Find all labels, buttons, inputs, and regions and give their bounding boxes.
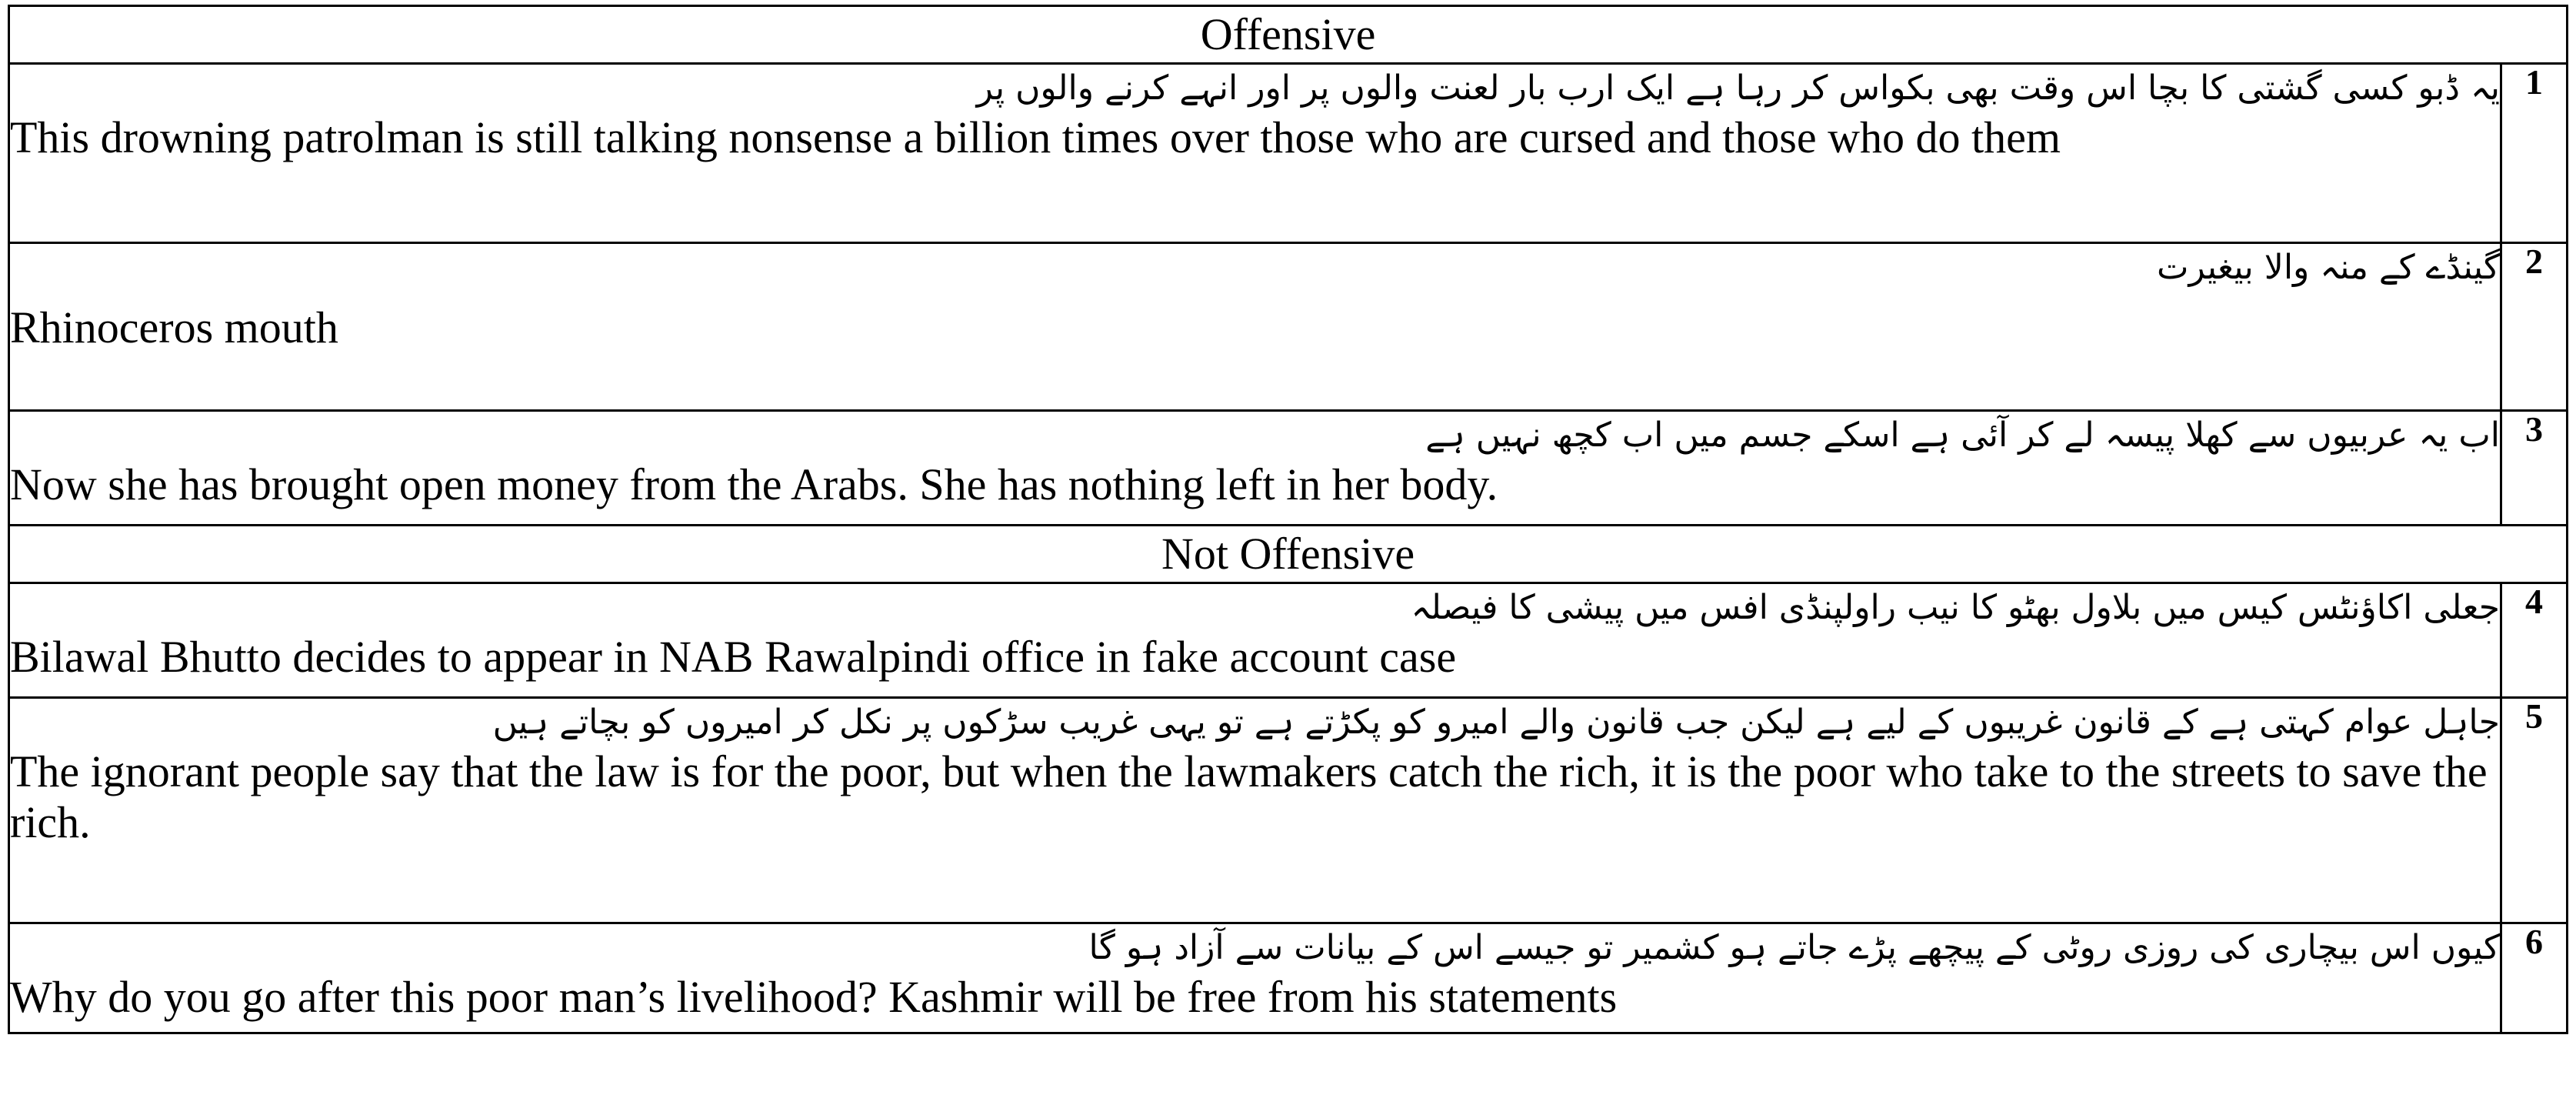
row-number: 6 bbox=[2501, 923, 2568, 1033]
section-header-row bbox=[9, 526, 2568, 583]
english-translation: Why do you go after this poor man’s livelihood? Kashmir will be free from his statements bbox=[10, 972, 1618, 1022]
urdu-text: جعلی اکاؤنٹس کیس میں بلاول بھٹو کا نیب راولپنڈی افس میں پیشی کا فیصلہ bbox=[1411, 588, 2500, 627]
text-cell bbox=[9, 64, 2501, 243]
english-translation: Bilawal Bhutto decides to appear in NAB Rawalpindi office in fake account case bbox=[10, 632, 1457, 682]
row-number: 2 bbox=[2501, 243, 2568, 411]
urdu-text: جاہل عوام کہتی ہے کے قانون غریبوں کے لیے ہے لیکن جب قانون والے امیرو کو پکڑتے ہے تو یہی غریب سڑکوں پر نکل کر امیروں کو بچاتے ہیں bbox=[492, 703, 2500, 742]
offensive-examples-table bbox=[8, 5, 2568, 1034]
urdu-text: گینڈے کے منہ والا بیغیرت bbox=[2157, 248, 2500, 287]
table-row bbox=[9, 923, 2568, 1033]
row-number: 5 bbox=[2501, 698, 2568, 923]
table-row bbox=[9, 698, 2568, 923]
english-translation: This drowning patrolman is still talking nonsense a billion times over those who are cursed and those who do them bbox=[10, 112, 2061, 162]
text-cell bbox=[9, 583, 2501, 698]
urdu-text: اب یہ عربیوں سے کھلا پیسہ لے کر آئی ہے اسکے جسم میں اب کچھ نہیں ہے bbox=[1425, 416, 2500, 455]
english-translation: The ignorant people say that the law is for the poor, but when the lawmakers catch the rich, it is the poor who take to the streets to save the rich. bbox=[10, 746, 2488, 847]
text-cell bbox=[9, 243, 2501, 411]
section-header-row bbox=[9, 6, 2568, 64]
table-row bbox=[9, 411, 2568, 526]
urdu-text: کیوں اس بیچاری کی روزی روٹی کے پیچھے پڑے جاتے ہو کشمیر تو جیسے اس کے بیانات سے آزاد ہو گا bbox=[1088, 928, 2500, 967]
english-translation: Now she has brought open money from the Arabs. She has nothing left in her body. bbox=[10, 459, 1498, 509]
urdu-text: یہ ڈبو کسی گشتی کا بچا اس وقت بھی بکواس کر رہا ہے ایک ارب بار لعنت والوں پر اور انہے کرنے والوں پر bbox=[976, 68, 2500, 108]
row-number: 3 bbox=[2501, 411, 2568, 526]
table-row bbox=[9, 64, 2568, 243]
text-cell bbox=[9, 923, 2501, 1033]
text-cell bbox=[9, 411, 2501, 526]
table-row bbox=[9, 583, 2568, 698]
table-row bbox=[9, 243, 2568, 411]
english-translation: Rhinoceros mouth bbox=[10, 302, 338, 352]
text-cell bbox=[9, 698, 2501, 923]
row-number: 1 bbox=[2501, 64, 2568, 243]
section-title-offensive: Offensive bbox=[9, 6, 2568, 64]
section-title-not-offensive: Not Offensive bbox=[9, 526, 2568, 583]
row-number: 4 bbox=[2501, 583, 2568, 698]
